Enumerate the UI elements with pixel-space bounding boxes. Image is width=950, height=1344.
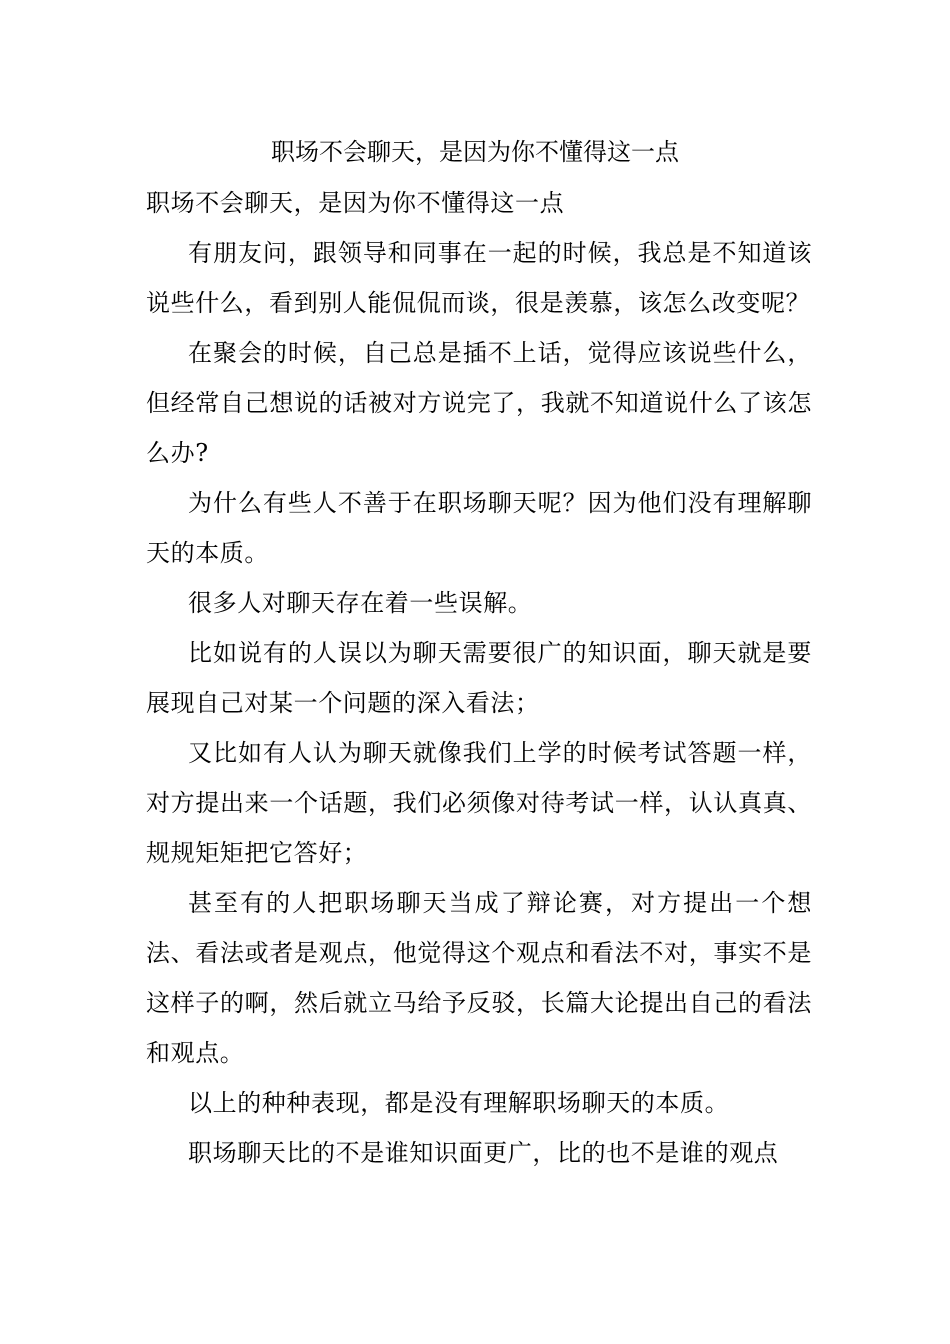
paragraph: 有朋友问，跟领导和同事在一起的时候，我总是不知道该说些什么，看到别人能侃侃而谈，很是羡慕，该怎么改变呢？ [146, 239, 812, 317]
paragraph: 为什么有些人不善于在职场聊天呢？因为他们没有理解聊天的本质。 [146, 489, 812, 567]
paragraph: 比如说有的人误以为聊天需要很广的知识面，聊天就是要展现自己对某一个问题的深入看法； [146, 639, 812, 717]
paragraph: 在聚会的时候，自己总是插不上话，觉得应该说些什么，但经常自己想说的话被对方说完了，我就不知道说什么了该怎么办? [146, 339, 812, 467]
document-body [146, 178, 812, 1178]
paragraph: 甚至有的人把职场聊天当成了辩论赛，对方提出一个想法、看法或者是观点，他觉得这个观点和看法不对，事实不是这样子的啊，然后就立马给予反驳，长篇大论提出自己的看法和观点。 [146, 889, 812, 1067]
paragraph: 又比如有人认为聊天就像我们上学的时候考试答题一样，对方提出来一个话题，我们必须像对待考试一样，认认真真、规规矩矩把它答好； [146, 739, 812, 867]
paragraph: 很多人对聊天存在着一些误解。 [188, 589, 533, 617]
paragraph: 以上的种种表现，都是没有理解职场聊天的本质。 [188, 1089, 730, 1117]
paragraph: 职场聊天比的不是谁知识面更广，比的也不是谁的观点 [188, 1139, 779, 1167]
paragraph-subtitle: 职场不会聊天，是因为你不懂得这一点 [146, 189, 565, 217]
document-title: 职场不会聊天，是因为你不懂得这一点 [271, 138, 679, 166]
